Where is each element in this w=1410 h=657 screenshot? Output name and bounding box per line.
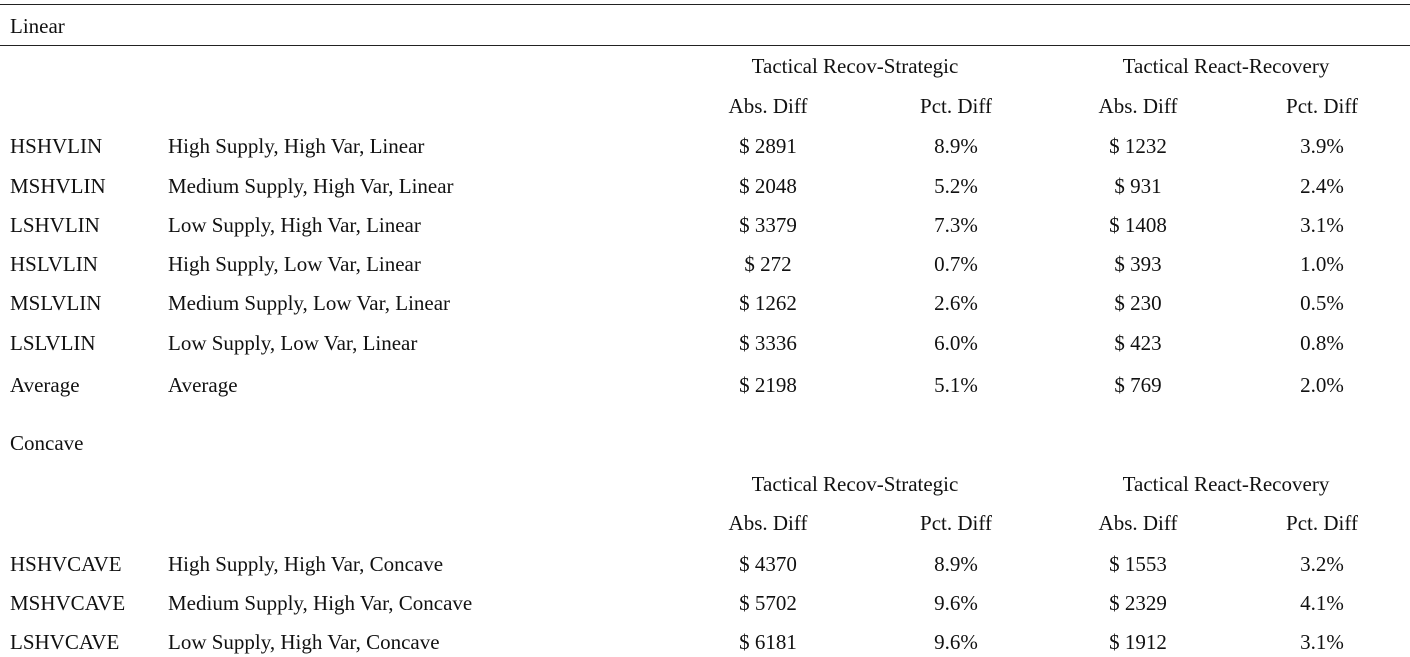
table-row	[0, 331, 1410, 355]
pct-diff-value: 2.4%	[1300, 174, 1344, 198]
column-header-abs-diff: Abs. Diff	[728, 94, 808, 118]
column-header-pct-diff: Pct. Diff	[920, 511, 992, 535]
column-header-abs-diff: Abs. Diff	[1098, 94, 1178, 118]
abs-diff-value: $ 2891	[739, 134, 797, 158]
abs-diff-value: $ 1232	[1109, 134, 1167, 158]
row-description: Average	[168, 373, 238, 397]
pct-diff-value: 8.9%	[934, 134, 978, 158]
abs-diff-value: $ 1912	[1109, 630, 1167, 654]
row-code: HSLVLIN	[10, 252, 98, 276]
group-header-react-recovery: Tactical React-Recovery	[1122, 472, 1330, 496]
section-title-linear: Linear	[10, 14, 65, 38]
pct-diff-value: 3.9%	[1300, 134, 1344, 158]
pct-diff-value: 7.3%	[934, 213, 978, 237]
abs-diff-value: $ 2048	[739, 174, 797, 198]
table-row	[0, 174, 1410, 198]
column-header-row	[0, 94, 1410, 118]
row-description: Medium Supply, Low Var, Linear	[168, 291, 451, 315]
pct-diff-value: 1.0%	[1300, 252, 1344, 276]
abs-diff-value: $ 1553	[1109, 552, 1167, 576]
table-row	[0, 630, 1410, 654]
abs-diff-value: $ 4370	[739, 552, 797, 576]
abs-diff-value: $ 272	[744, 252, 792, 276]
row-code: MSLVLIN	[10, 291, 102, 315]
abs-diff-value: $ 931	[1114, 174, 1162, 198]
pct-diff-value: 9.6%	[934, 591, 978, 615]
group-header-recov-strategic: Tactical Recov-Strategic	[751, 54, 959, 78]
abs-diff-value: $ 1262	[739, 291, 797, 315]
pct-diff-value: 3.1%	[1300, 630, 1344, 654]
top-rule	[0, 4, 1410, 5]
row-code: Average	[10, 373, 80, 397]
row-code: LSLVLIN	[10, 331, 96, 355]
column-header-pct-diff: Pct. Diff	[1286, 511, 1358, 535]
group-header-recov-strategic: Tactical Recov-Strategic	[751, 472, 959, 496]
pct-diff-value: 3.1%	[1300, 213, 1344, 237]
pct-diff-value: 3.2%	[1300, 552, 1344, 576]
pct-diff-value: 9.6%	[934, 630, 978, 654]
row-description: High Supply, High Var, Concave	[168, 552, 444, 576]
group-header-row	[0, 472, 1410, 496]
table-row	[0, 252, 1410, 276]
row-description: Low Supply, Low Var, Linear	[168, 331, 418, 355]
abs-diff-value: $ 2198	[739, 373, 797, 397]
abs-diff-value: $ 423	[1114, 331, 1162, 355]
row-description: Medium Supply, High Var, Concave	[168, 591, 473, 615]
row-description: Medium Supply, High Var, Linear	[168, 174, 454, 198]
row-description: Low Supply, High Var, Linear	[168, 213, 421, 237]
abs-diff-value: $ 230	[1114, 291, 1162, 315]
abs-diff-value: $ 3379	[739, 213, 797, 237]
section-rule	[0, 45, 1410, 46]
row-code: MSHVCAVE	[10, 591, 126, 615]
column-header-pct-diff: Pct. Diff	[920, 94, 992, 118]
group-header-row	[0, 54, 1410, 78]
pct-diff-value: 4.1%	[1300, 591, 1344, 615]
table-row	[0, 134, 1410, 158]
row-code: LSHVLIN	[10, 213, 100, 237]
row-code: MSHVLIN	[10, 174, 106, 198]
pct-diff-value: 0.7%	[934, 252, 978, 276]
column-header-row	[0, 511, 1410, 535]
row-description: High Supply, High Var, Linear	[168, 134, 425, 158]
pct-diff-value: 5.1%	[934, 373, 978, 397]
group-header-react-recovery: Tactical React-Recovery	[1122, 54, 1330, 78]
section-title-concave: Concave	[10, 431, 84, 455]
row-code: HSHVLIN	[10, 134, 103, 158]
pct-diff-value: 0.8%	[1300, 331, 1344, 355]
row-description: Low Supply, High Var, Concave	[168, 630, 440, 654]
table-row	[0, 291, 1410, 315]
pct-diff-value: 2.6%	[934, 291, 978, 315]
table-row	[0, 213, 1410, 237]
column-header-abs-diff: Abs. Diff	[1098, 511, 1178, 535]
row-code: LSHVCAVE	[10, 630, 120, 654]
abs-diff-value: $ 1408	[1109, 213, 1167, 237]
abs-diff-value: $ 5702	[739, 591, 797, 615]
average-row	[0, 373, 1410, 397]
abs-diff-value: $ 769	[1114, 373, 1162, 397]
pct-diff-value: 6.0%	[934, 331, 978, 355]
pct-diff-value: 5.2%	[934, 174, 978, 198]
column-header-abs-diff: Abs. Diff	[728, 511, 808, 535]
abs-diff-value: $ 3336	[739, 331, 797, 355]
pct-diff-value: 8.9%	[934, 552, 978, 576]
abs-diff-value: $ 393	[1114, 252, 1162, 276]
pct-diff-value: 2.0%	[1300, 373, 1344, 397]
abs-diff-value: $ 2329	[1109, 591, 1167, 615]
pct-diff-value: 0.5%	[1300, 291, 1344, 315]
table-row	[0, 591, 1410, 615]
row-code: HSHVCAVE	[10, 552, 122, 576]
column-header-pct-diff: Pct. Diff	[1286, 94, 1358, 118]
table-row	[0, 552, 1410, 576]
row-description: High Supply, Low Var, Linear	[168, 252, 421, 276]
abs-diff-value: $ 6181	[739, 630, 797, 654]
